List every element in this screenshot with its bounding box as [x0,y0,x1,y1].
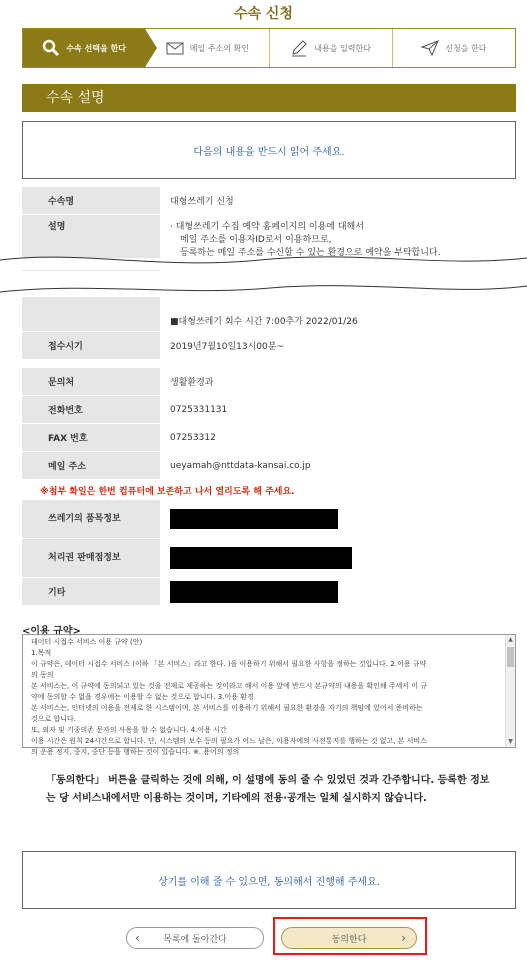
step-label: 내용을 입력한다 [314,43,371,53]
row-value: ■대형쓰레기 회수 시간 7:00추가 2022/01/26 [160,297,516,332]
table-row [22,424,516,452]
chevron-right-icon: › [401,931,406,945]
row-value: 2019년7월10일13시00분~ [160,332,516,360]
chevron-left-icon: ‹ [135,931,140,945]
search-icon [42,39,60,57]
desc-line: 등록하는 메일 주소를 수신할 수 있는 환경으로 예약을 부탁합니다. [180,248,441,258]
row-label: 전화번호 [22,396,160,424]
row-label: 수속명 [22,187,160,215]
terms-line: 데이터 시접수 서비스 이용 규약 (안) [31,638,143,646]
row-value: 생활환경과 [160,368,516,396]
cut-divider-top [0,248,527,270]
attachment-link[interactable] [160,578,516,606]
redacted-file[interactable] [170,581,338,603]
terms-line: 이 규약은, 데이터 시접수 서비스 (이하 「본 서비스」라고 한다. )을 이용하기 위해서 필요한 사항을 정하는 것입니다. 2.이용 규약 [31,660,427,668]
step-label: 수속 선택을 한다 [66,43,126,53]
notice-box [22,121,516,179]
terms-line: 본 서비스는, 인터넷의 이용을 전제로 한 시스템이며, 본 서비스를 이용하기 위해서 필요한 환경을 자기의 책임에 있어서 준비하는 [31,704,423,712]
desc-line: 메일 주소를 이용자ID로서 이용하므로, [180,235,332,245]
table-row [22,368,516,396]
consent-text: 「동의한다」 버튼을 클릭하는 것에 의해, 이 설명에 동의 줄 수 있었던 것과 간주합니다. 등록한 정보는 당 서비스내에서만 이용하는 것이며, 기타에의 전용·공개는 일체 실시하지 않습니다. [46,775,490,804]
terms-line: 의 동의 [31,671,54,679]
scroll-down-arrow-icon[interactable]: ▼ [508,738,513,745]
terms-scrollbar[interactable] [505,635,515,747]
send-icon [421,40,439,56]
table-row [22,297,516,332]
step-mail-confirm [145,29,268,67]
agree-button[interactable] [281,927,417,949]
table-row [22,452,516,480]
table-row [22,187,516,215]
notice-text: 다음의 내용을 반드시 읽어 주세요. [193,146,345,158]
pencil-icon [290,39,308,57]
row-label: 문의처 [22,368,160,396]
step-indicator [22,28,516,68]
terms-title: <이용 규약> [22,626,81,637]
terms-line: 약에 동의할 수 없을 경우에는 이용할 수 없는 것으로 합니다. 3.이용 환경 [31,693,254,701]
info-table-middle [22,297,516,360]
row-label: 쓰레기의 품목정보 [22,500,160,539]
back-to-list-button[interactable] [126,927,264,949]
desc-line: · 대형쓰레기 수집 예약 홈페이지의 이용에 대해서 [170,222,364,232]
terms-textarea[interactable] [22,634,516,756]
table-row [22,539,516,578]
row-label: 접수시기 [22,332,160,360]
attachment-warning: ※첨부 화일은 한번 컴퓨터에 보존하고 나서 열리도록 해 주세요. [40,487,295,497]
terms-line: 본 서비스는, 이 규약에 동의되고 있는 것을 전제로 제공하는 것이라고 해서 이용 앞에 반드시 본규약의 내용을 확인해 주세서 이 규 [31,682,428,690]
terms-line: 것으로 합니다. [31,715,77,723]
proceed-notice-box [22,851,516,909]
row-label: 설명 [22,215,160,272]
terms-line: 이용 시간은 원칙 24시간으로 합니다. 단, 시스템의 보수 등의 필요가 어느 날은, 이용자에의 사전통지를 행하는 것 없고, 본 서비스 [31,737,427,745]
terms-line: 또, 외자 및 기종의존 문자의 사용을 할 수 없습니다. 4.이용 시간 [31,726,227,734]
row-label: 기타 [22,578,160,606]
redacted-file[interactable] [170,547,352,569]
terms-line: 1.목적 [31,649,52,657]
attachment-link[interactable] [160,539,516,578]
step-label: 메일 주소의 확인 [189,43,249,53]
terms-line: 의 운용 정지, 중지, 중단 등을 행하는 것이 있습니다. ※. 용어의 정의 [31,748,240,756]
table-row [22,396,516,424]
step-input [269,29,392,67]
step-label: 신청을 한다 [445,43,487,53]
agree-button-label: 동의한다 [331,934,367,945]
table-row [22,578,516,606]
table-row [22,500,516,539]
row-value: 07253312 [160,424,516,452]
row-label: 메일 주소 [22,452,160,480]
attachment-table [22,500,516,606]
step-select [23,29,145,67]
row-label: FAX 번호 [22,424,160,452]
section-header: 수속 설명 [22,84,516,112]
scroll-thumb[interactable] [507,647,514,667]
contact-table [22,368,516,480]
mail-icon [166,42,184,55]
row-label [22,297,160,332]
row-label: 처리권 판매점정보 [22,539,160,578]
scroll-up-arrow-icon[interactable]: ▲ [508,636,513,643]
cut-divider-bottom [0,282,527,298]
attachment-link[interactable] [160,500,516,539]
row-value: 대형쓰레기 신청 [160,187,516,215]
row-value: 0725331131 [160,396,516,424]
table-row [22,332,516,360]
redacted-file[interactable] [170,509,338,529]
step-apply [392,29,515,67]
page-title: 수속 신청 [234,6,293,22]
back-button-label: 목록에 돌아간다 [163,934,227,945]
row-value: ueyamah@nttdata-kansai.co.jp [160,452,516,480]
proceed-notice-text: 상기를 이해 줄 수 있으면, 동의해서 진행해 주세요. [158,876,380,888]
